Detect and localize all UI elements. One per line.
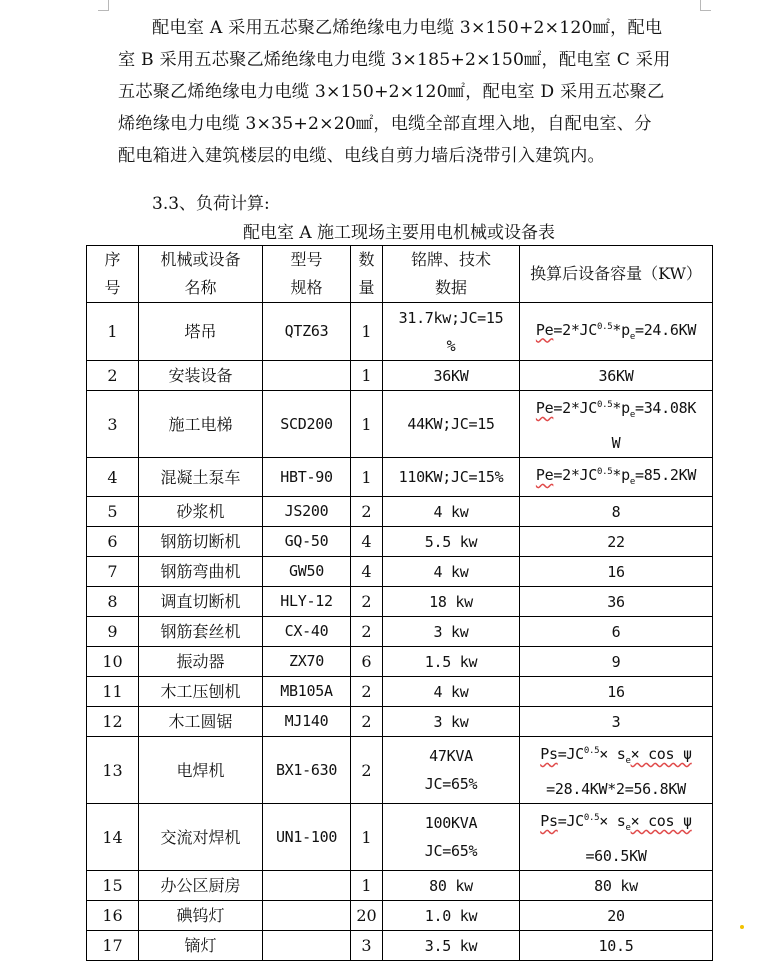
cell-qty: 20 <box>351 901 383 931</box>
capacity-value: 16 <box>607 562 625 581</box>
table-body <box>87 303 713 961</box>
cell-spec <box>383 677 520 707</box>
table-row <box>87 303 713 361</box>
cell-name: 混凝土泵车 <box>139 458 263 497</box>
spec-line: % <box>446 336 456 355</box>
cell-qty: 2 <box>351 737 383 804</box>
formula-subscript: e <box>625 823 631 833</box>
cell-qty: 2 <box>351 497 383 527</box>
header-model: 型号 规格 <box>263 246 351 303</box>
cell-spec <box>383 361 520 391</box>
cell-seq: 17 <box>87 931 139 961</box>
table-row <box>87 497 713 527</box>
formula-result-tail: W <box>611 434 621 452</box>
paragraph-line: 烯绝缘电力电缆 3×35+2×20㎟，电缆全部直埋入地，自配电室、分 <box>118 114 652 134</box>
cell-model: MB105A <box>263 677 351 707</box>
cell-spec <box>383 587 520 617</box>
table-row <box>87 707 713 737</box>
cell-model: GW50 <box>263 557 351 587</box>
spec-line: 47KVA <box>429 747 473 765</box>
cell-name: 办公区厨房 <box>139 871 263 901</box>
page-corner-mark-right <box>700 0 711 11</box>
cell-model: HLY-12 <box>263 587 351 617</box>
cell-model: CX-40 <box>263 617 351 647</box>
cell-spec <box>383 497 520 527</box>
cell-spec <box>383 303 520 361</box>
cell-seq: 16 <box>87 901 139 931</box>
spec-line: 36KW <box>433 366 469 385</box>
table-row <box>87 871 713 901</box>
formula-exponent: 0.5 <box>597 467 613 477</box>
formula-text: =2*JC <box>553 466 598 484</box>
cell-qty: 4 <box>351 527 383 557</box>
table-row <box>87 931 713 961</box>
table-row <box>87 391 713 458</box>
section-heading: 3.3、负荷计算: <box>152 194 270 214</box>
page-corner-mark-left <box>98 0 109 11</box>
formula-symbol: Ps <box>540 745 558 763</box>
formula-text: × s <box>599 745 626 763</box>
cell-model: ZX70 <box>263 647 351 677</box>
cell-capacity <box>520 737 713 804</box>
cell-model: GQ-50 <box>263 527 351 557</box>
capacity-value: 20 <box>607 906 625 925</box>
cell-seq: 1 <box>87 303 139 361</box>
cell-seq: 7 <box>87 557 139 587</box>
cell-name: 碘钨灯 <box>139 901 263 931</box>
table-row <box>87 617 713 647</box>
capacity-value: 22 <box>607 532 625 551</box>
capacity-value: 36KW <box>598 366 634 385</box>
cell-model <box>263 871 351 901</box>
cell-name: 钢筋弯曲机 <box>139 557 263 587</box>
capacity-value: 9 <box>611 652 621 671</box>
cell-spec <box>383 391 520 458</box>
cell-spec <box>383 557 520 587</box>
cell-name: 安装设备 <box>139 361 263 391</box>
cell-qty: 1 <box>351 391 383 458</box>
cell-qty: 3 <box>351 931 383 961</box>
header-name: 机械或设备 名称 <box>139 246 263 303</box>
formula-exponent: 0.5 <box>597 400 613 410</box>
cell-capacity <box>520 458 713 497</box>
formula-symbol: Ps <box>540 812 558 830</box>
cell-capacity <box>520 497 713 527</box>
cell-model <box>263 361 351 391</box>
spec-line: 31.7kw;JC=15 <box>398 308 504 327</box>
cell-capacity <box>520 527 713 557</box>
formula-text: =2*JC <box>553 399 598 417</box>
cell-capacity <box>520 901 713 931</box>
spec-line: JC=65% <box>424 775 478 793</box>
spec-line: 3 kw <box>433 622 469 641</box>
cell-name: 振动器 <box>139 647 263 677</box>
cell-qty: 1 <box>351 303 383 361</box>
table-row <box>87 458 713 497</box>
table-row <box>87 557 713 587</box>
cell-seq: 6 <box>87 527 139 557</box>
formula-text: *p <box>612 399 630 417</box>
capacity-value: 80 kw <box>594 876 638 895</box>
cell-name: 电焊机 <box>139 737 263 804</box>
header-capacity: 换算后设备容量（KW） <box>520 246 713 303</box>
cell-qty: 1 <box>351 458 383 497</box>
paragraph-line: 五芯聚乙烯绝缘电力电缆 3×150+2×120㎟，配电室 D 采用五芯聚乙 <box>118 82 665 102</box>
formula-result: =34.08K <box>634 399 697 417</box>
formula-subscript: e <box>625 756 631 766</box>
spec-line: JC=65% <box>424 842 478 860</box>
formula-cos: × cos ψ <box>630 745 692 763</box>
paragraph-line: 配电箱进入建筑楼层的电缆、电线自剪力墙后浇带引入建筑内。 <box>118 146 605 166</box>
formula-exponent: 0.5 <box>583 813 600 823</box>
cell-model: UN1-100 <box>263 804 351 871</box>
cell-spec <box>383 527 520 557</box>
cell-capacity <box>520 677 713 707</box>
cell-name: 施工电梯 <box>139 391 263 458</box>
cell-spec <box>383 647 520 677</box>
cell-model <box>263 931 351 961</box>
formula-subscript: e <box>629 410 635 420</box>
cell-seq: 15 <box>87 871 139 901</box>
cell-qty: 1 <box>351 871 383 901</box>
cell-spec <box>383 458 520 497</box>
cell-capacity <box>520 391 713 458</box>
table-row <box>87 647 713 677</box>
capacity-value: 8 <box>611 502 621 521</box>
cell-spec <box>383 931 520 961</box>
capacity-value: 6 <box>611 622 621 641</box>
cell-model: HBT-90 <box>263 458 351 497</box>
cell-model: QTZ63 <box>263 303 351 361</box>
cell-spec <box>383 737 520 804</box>
cell-name: 木工压刨机 <box>139 677 263 707</box>
cell-seq: 14 <box>87 804 139 871</box>
cell-qty: 1 <box>351 361 383 391</box>
formula-subscript: e <box>629 331 635 342</box>
cell-name: 镝灯 <box>139 931 263 961</box>
cell-spec <box>383 804 520 871</box>
formula-result: =28.4KW*2=56.8KW <box>546 780 686 798</box>
capacity-value: 36 <box>607 592 625 611</box>
cell-seq: 3 <box>87 391 139 458</box>
paragraph-line: 配电室 A 采用五芯聚乙烯绝缘电力电缆 3×150+2×120㎟，配电 <box>152 18 663 38</box>
cell-name: 钢筋切断机 <box>139 527 263 557</box>
cell-seq: 5 <box>87 497 139 527</box>
table-header-row <box>87 246 713 303</box>
cell-seq: 12 <box>87 707 139 737</box>
cell-model: SCD200 <box>263 391 351 458</box>
cell-model: MJ140 <box>263 707 351 737</box>
formula-result: =60.5KW <box>585 847 647 865</box>
capacity-value: 16 <box>607 682 625 701</box>
cell-qty: 2 <box>351 587 383 617</box>
cell-capacity <box>520 647 713 677</box>
header-qty: 数 量 <box>351 246 383 303</box>
spec-line: 4 kw <box>433 682 469 701</box>
spec-line: 44KW;JC=15 <box>407 415 495 433</box>
spec-line: 80 kw <box>429 876 473 895</box>
formula-exponent: 0.5 <box>597 321 613 332</box>
spec-line: 100KVA <box>424 814 478 832</box>
cell-model: BX1-630 <box>263 737 351 804</box>
formula-text: *p <box>612 320 630 339</box>
cable-paragraph <box>118 12 698 172</box>
equipment-table <box>86 245 713 961</box>
cell-name: 砂浆机 <box>139 497 263 527</box>
paragraph-line: 室 B 采用五芯聚乙烯绝缘电力电缆 3×185+2×150㎟，配电室 C 采用 <box>118 50 671 70</box>
capacity-value: 10.5 <box>598 936 634 955</box>
table-row <box>87 677 713 707</box>
cell-capacity <box>520 707 713 737</box>
cell-capacity <box>520 931 713 961</box>
spec-line: 4 kw <box>433 502 469 521</box>
cell-capacity <box>520 804 713 871</box>
table-row <box>87 901 713 931</box>
cell-qty: 2 <box>351 707 383 737</box>
cell-capacity <box>520 557 713 587</box>
table-row <box>87 587 713 617</box>
formula-text: =JC <box>557 745 584 763</box>
spec-line: 4 kw <box>433 562 469 581</box>
cell-seq: 11 <box>87 677 139 707</box>
spec-line: 3 kw <box>433 712 469 731</box>
table-caption: 配电室 A 施工现场主要用电机械或设备表 <box>242 223 556 243</box>
cell-qty: 4 <box>351 557 383 587</box>
cell-seq: 9 <box>87 617 139 647</box>
cell-capacity <box>520 361 713 391</box>
formula-symbol: Pe <box>535 320 554 339</box>
formula-text: × s <box>599 812 626 830</box>
cell-capacity <box>520 871 713 901</box>
spec-line: 1.5 kw <box>424 652 478 671</box>
cell-model <box>263 901 351 931</box>
spec-line: 3.5 kw <box>424 936 478 955</box>
capacity-value: 3 <box>611 712 621 731</box>
cell-qty: 6 <box>351 647 383 677</box>
formula-exponent: 0.5 <box>583 746 600 756</box>
cursor-marker <box>740 925 744 929</box>
header-seq: 序 号 <box>87 246 139 303</box>
formula-text: =2*JC <box>553 320 598 339</box>
table-row <box>87 737 713 804</box>
cell-seq: 2 <box>87 361 139 391</box>
cell-name: 交流对焊机 <box>139 804 263 871</box>
table-row <box>87 527 713 557</box>
cell-capacity <box>520 587 713 617</box>
formula-text: *p <box>612 466 630 484</box>
table-row <box>87 804 713 871</box>
cell-qty: 2 <box>351 677 383 707</box>
cell-capacity <box>520 303 713 361</box>
header-spec: 铭牌、技术 数据 <box>383 246 520 303</box>
cell-capacity <box>520 617 713 647</box>
cell-spec <box>383 871 520 901</box>
cell-seq: 4 <box>87 458 139 497</box>
cell-spec <box>383 707 520 737</box>
formula-text: =JC <box>557 812 584 830</box>
cell-name: 钢筋套丝机 <box>139 617 263 647</box>
formula-symbol: Pe <box>535 466 554 484</box>
cell-seq: 10 <box>87 647 139 677</box>
table-row <box>87 361 713 391</box>
formula-subscript: e <box>629 477 635 487</box>
cell-qty: 2 <box>351 617 383 647</box>
cell-name: 木工圆锯 <box>139 707 263 737</box>
formula-cos: × cos ψ <box>630 812 692 830</box>
cell-name: 塔吊 <box>139 303 263 361</box>
cell-name: 调直切断机 <box>139 587 263 617</box>
spec-line: 18 kw <box>429 592 473 611</box>
spec-line: 1.0 kw <box>424 906 478 925</box>
cell-spec <box>383 617 520 647</box>
formula-symbol: Pe <box>535 399 554 417</box>
cell-seq: 13 <box>87 737 139 804</box>
formula-result: =24.6KW <box>634 320 697 339</box>
cell-model: JS200 <box>263 497 351 527</box>
cell-seq: 8 <box>87 587 139 617</box>
formula-result: =85.2KW <box>634 466 697 484</box>
spec-line: 110KW;JC=15% <box>398 468 504 486</box>
spec-line: 5.5 kw <box>424 532 478 551</box>
cell-qty: 1 <box>351 804 383 871</box>
cell-spec <box>383 901 520 931</box>
